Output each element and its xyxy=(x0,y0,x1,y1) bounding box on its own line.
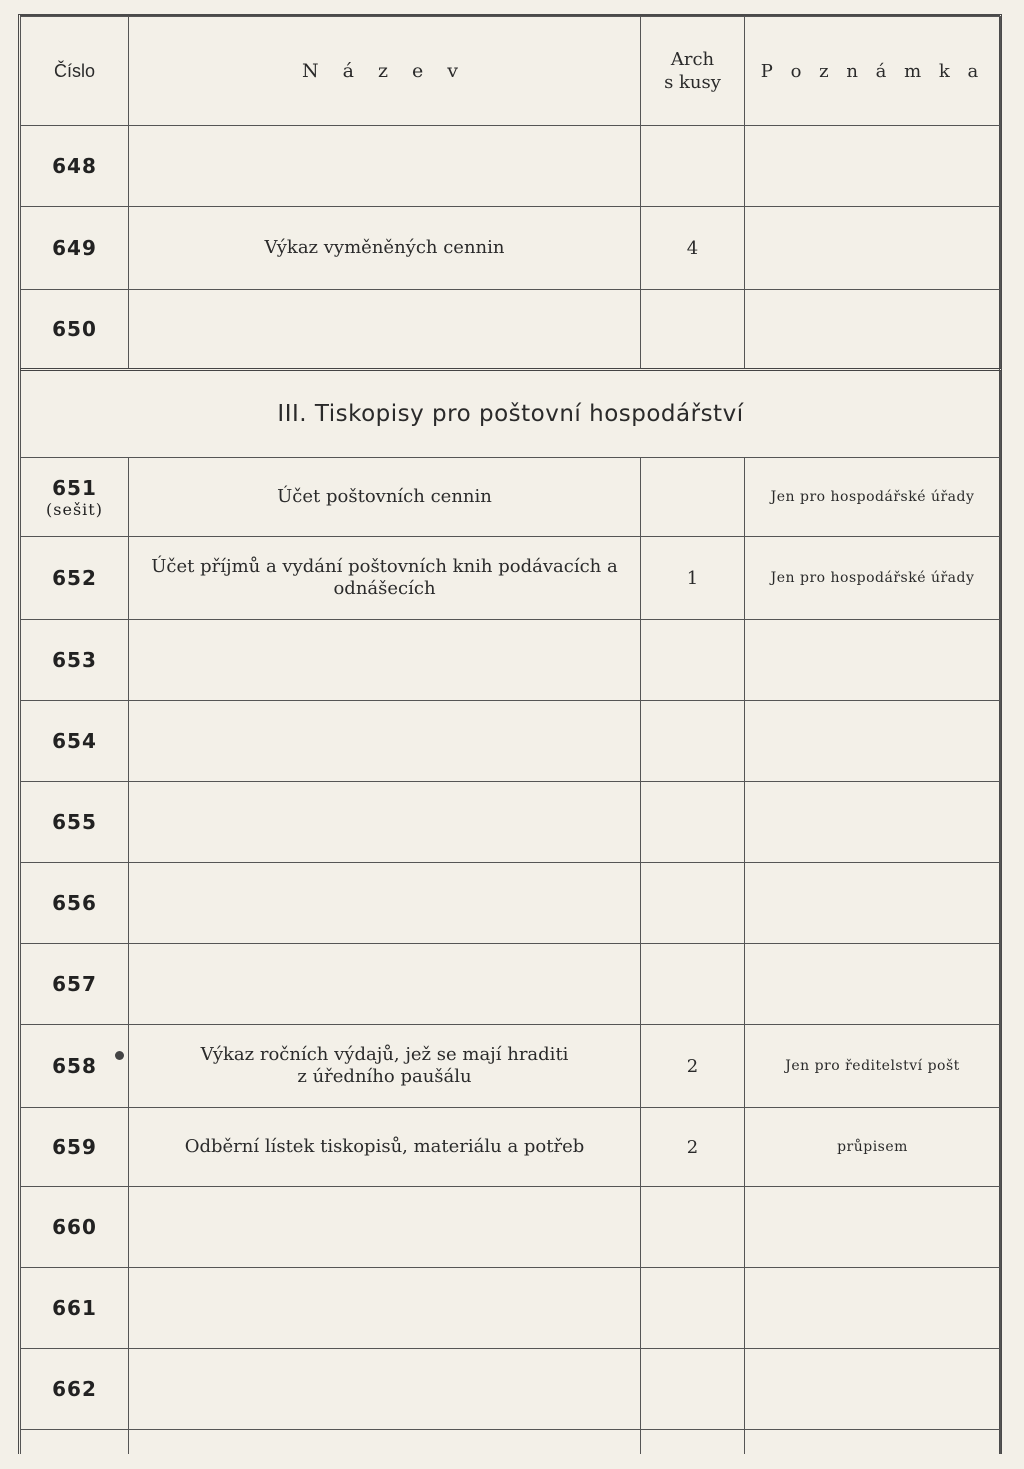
row-name-line1: Výkaz ročních výdajů, jež se mají hraditi xyxy=(200,1044,569,1066)
table-row xyxy=(21,701,1001,782)
row-number xyxy=(21,458,129,537)
row-name xyxy=(129,782,641,863)
row-note xyxy=(745,290,1001,370)
row-name xyxy=(129,944,641,1025)
row-name xyxy=(129,1268,641,1349)
row-note xyxy=(745,207,1001,290)
table-row xyxy=(21,1268,1001,1349)
row-number xyxy=(21,1025,129,1108)
row-arch: 2 xyxy=(641,1108,745,1187)
row-note xyxy=(745,620,1001,701)
row-number: 652 xyxy=(21,537,129,620)
table-row xyxy=(21,126,1001,207)
row-name: Výkaz vyměněných cennin xyxy=(129,207,641,290)
header-arch xyxy=(641,17,745,126)
table-row xyxy=(21,782,1001,863)
row-number: 654 xyxy=(21,701,129,782)
row-name xyxy=(129,1025,641,1108)
row-arch xyxy=(641,1187,745,1268)
tail-cell xyxy=(21,1430,129,1455)
row-arch xyxy=(641,1268,745,1349)
table-row xyxy=(21,207,1001,290)
row-number: 648 xyxy=(21,126,129,207)
row-arch: 4 xyxy=(641,207,745,290)
bullet-marker-icon xyxy=(115,1051,124,1060)
row-name xyxy=(129,863,641,944)
table-row xyxy=(21,290,1001,370)
section-heading-row xyxy=(21,370,1001,458)
row-name: Účet příjmů a vydání poštovních knih podávacích a odnášecích xyxy=(129,537,641,620)
row-name xyxy=(129,1187,641,1268)
row-arch xyxy=(641,944,745,1025)
row-number: 649 xyxy=(21,207,129,290)
header-name: N á z e v xyxy=(129,17,641,126)
row-number: 660 xyxy=(21,1187,129,1268)
table-row xyxy=(21,537,1001,620)
tail-cell xyxy=(745,1430,1001,1455)
row-number: 659 xyxy=(21,1108,129,1187)
tail-cell xyxy=(641,1430,745,1455)
row-name xyxy=(129,1349,641,1430)
row-arch xyxy=(641,782,745,863)
header-arch-line2: s kusy xyxy=(664,72,721,93)
row-number: 662 xyxy=(21,1349,129,1430)
table-row xyxy=(21,1108,1001,1187)
table-row xyxy=(21,620,1001,701)
row-arch xyxy=(641,1349,745,1430)
row-number: 661 xyxy=(21,1268,129,1349)
table-row xyxy=(21,1025,1001,1108)
table-row xyxy=(21,944,1001,1025)
row-number: 656 xyxy=(21,863,129,944)
section-title: III. Tiskopisy pro poštovní hospodářství xyxy=(21,370,1001,458)
forms-register-table xyxy=(20,16,1001,1454)
table-row xyxy=(21,1187,1001,1268)
row-arch: 1 xyxy=(641,537,745,620)
row-arch: 2 xyxy=(641,1025,745,1108)
row-note xyxy=(745,1187,1001,1268)
row-note: průpisem xyxy=(745,1108,1001,1187)
row-number: 657 xyxy=(21,944,129,1025)
header-number: Číslo xyxy=(21,17,129,126)
header-arch-line1: Arch xyxy=(670,48,715,70)
row-note xyxy=(745,126,1001,207)
row-arch xyxy=(641,863,745,944)
table-header-row xyxy=(21,17,1001,126)
row-arch xyxy=(641,701,745,782)
row-note xyxy=(745,1349,1001,1430)
row-note: Jen pro hospodářské úřady xyxy=(745,458,1001,537)
row-note xyxy=(745,782,1001,863)
row-note: Jen pro ředitelství pošt xyxy=(745,1025,1001,1108)
row-name-line2: z úředního paušálu xyxy=(297,1066,472,1087)
header-note: P o z n á m k a xyxy=(745,17,1001,126)
row-note xyxy=(745,701,1001,782)
table-row xyxy=(21,458,1001,537)
row-name xyxy=(129,126,641,207)
row-arch xyxy=(641,126,745,207)
row-number-value: 651 xyxy=(52,475,97,500)
row-number: 650 xyxy=(21,290,129,370)
row-note xyxy=(745,1268,1001,1349)
row-number: 655 xyxy=(21,782,129,863)
tail-cell xyxy=(129,1430,641,1455)
row-name xyxy=(129,620,641,701)
row-name xyxy=(129,290,641,370)
row-number: 653 xyxy=(21,620,129,701)
table-row xyxy=(21,863,1001,944)
row-note xyxy=(745,944,1001,1025)
row-note xyxy=(745,863,1001,944)
row-number-sub: (sešit) xyxy=(46,499,103,519)
row-arch xyxy=(641,458,745,537)
row-name: Odběrní lístek tiskopisů, materiálu a potřeb xyxy=(129,1108,641,1187)
row-arch xyxy=(641,620,745,701)
row-arch xyxy=(641,290,745,370)
table-row xyxy=(21,1349,1001,1430)
table-tail-row xyxy=(21,1430,1001,1455)
row-name: Účet poštovních cennin xyxy=(129,458,641,537)
row-name xyxy=(129,701,641,782)
row-number-value: 658 xyxy=(52,1054,97,1078)
row-note: Jen pro hospodářské úřady xyxy=(745,537,1001,620)
